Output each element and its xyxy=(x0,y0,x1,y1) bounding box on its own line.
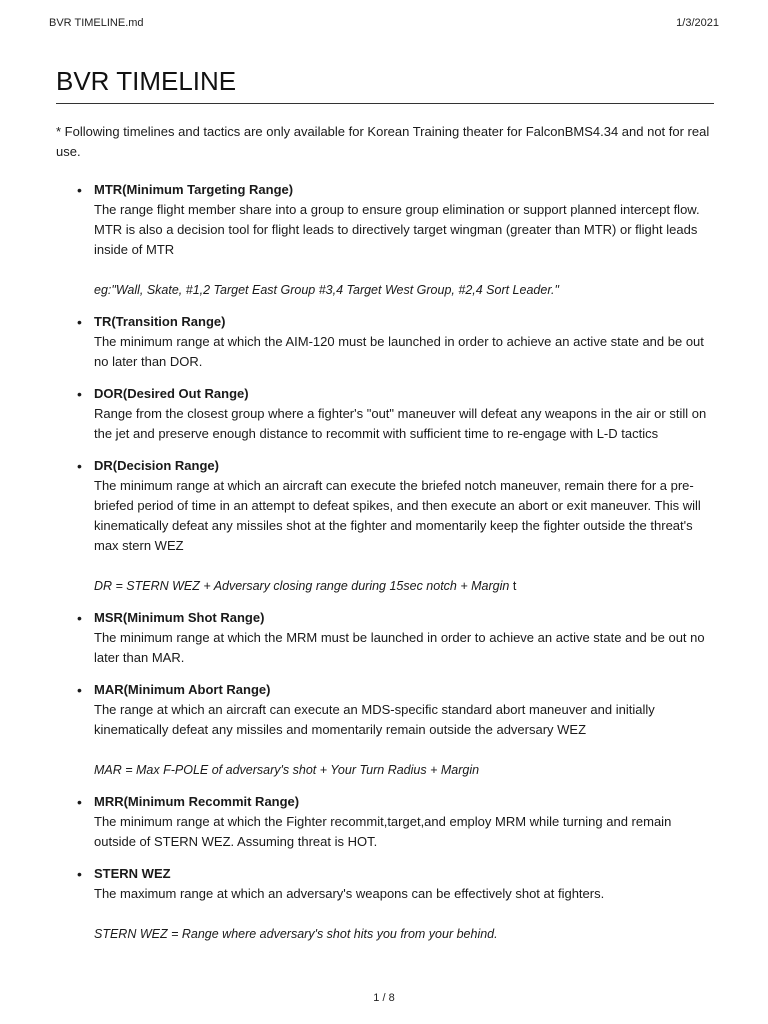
term-description: The minimum range at which the Fighter recommit,target,and employ MRM while turning and remain outside of STERN WEZ. Assuming threat is HOT. xyxy=(94,814,672,849)
list-item xyxy=(56,864,714,944)
term-label: MRR(Minimum Recommit Range) xyxy=(94,794,300,809)
list-item xyxy=(56,608,714,668)
term-label: TR(Transition Range) xyxy=(94,314,226,329)
definition-list xyxy=(56,180,714,944)
print-header xyxy=(49,17,719,29)
term-formula xyxy=(94,924,714,944)
document-body xyxy=(56,66,714,956)
bullet-icon: • xyxy=(77,182,82,198)
bullet-icon: • xyxy=(77,386,82,402)
term-label: DR(Decision Range) xyxy=(94,458,219,473)
term-description: The maximum range at which an adversary's weapons can be effectively shot at fighters. xyxy=(94,886,605,901)
page-title: BVR TIMELINE xyxy=(56,66,714,104)
formula-tail: t xyxy=(509,579,517,593)
formula-text: DR = STERN WEZ + Adversary closing range during 15sec notch + Margin xyxy=(94,579,510,593)
bullet-icon: • xyxy=(77,610,82,626)
list-item xyxy=(56,792,714,852)
term-description: The range at which an aircraft can execute an MDS-specific standard abort maneuver and initially kinematically defeat any missiles and momentarily remain outside the adversary WEZ xyxy=(94,702,655,737)
list-item xyxy=(56,456,714,596)
term-description: The minimum range at which an aircraft can execute the briefed notch maneuver, remain there for a pre-briefed period of time in an attempt to defeat spikes, and then execute an abort or exit maneuver. This will kinematically defeat any missiles shot at the fighter and momentarily keep the fighter outside the threat's max stern WEZ xyxy=(94,478,701,553)
bullet-icon: • xyxy=(77,314,82,330)
list-item xyxy=(56,180,714,300)
formula-text: STERN WEZ = Range where adversary's shot hits you from your behind. xyxy=(94,927,498,941)
bullet-icon: • xyxy=(77,794,82,810)
list-item xyxy=(56,384,714,444)
term-description: The range flight member share into a group to ensure group elimination or support planned intercept flow. MTR is also a decision tool for flight leads to directively target wingman (greater than MTR) or flight leads inside of MTR xyxy=(94,202,700,257)
term-label: MAR(Minimum Abort Range) xyxy=(94,682,271,697)
term-label: STERN WEZ xyxy=(94,866,171,881)
term-formula xyxy=(94,760,714,780)
header-filename: BVR TIMELINE.md xyxy=(49,17,144,29)
term-label: DOR(Desired Out Range) xyxy=(94,386,249,401)
term-description: The minimum range at which the MRM must be launched in order to achieve an active state and be out no later than MAR. xyxy=(94,630,705,665)
list-item xyxy=(56,312,714,372)
intro-paragraph: * Following timelines and tactics are only available for Korean Training theater for FalconBMS4.34 and not for real use. xyxy=(56,124,710,159)
bullet-icon: • xyxy=(77,682,82,698)
formula-text: eg:"Wall, Skate, #1,2 Target East Group #3,4 Target West Group, #2,4 Sort Leader." xyxy=(94,283,559,297)
formula-text: MAR = Max F-POLE of adversary's shot + Your Turn Radius + Margin xyxy=(94,763,480,777)
term-description: Range from the closest group where a fighter's "out" maneuver will defeat any weapons in the air or still on the jet and preserve enough distance to recommit with sufficient time to re-engage with L-D tactics xyxy=(94,406,707,441)
term-description: The minimum range at which the AIM-120 must be launched in order to achieve an active state and be out no later than DOR. xyxy=(94,334,704,369)
term-formula xyxy=(94,576,714,596)
bullet-icon: • xyxy=(77,866,82,882)
list-item xyxy=(56,680,714,780)
bullet-icon: • xyxy=(77,458,82,474)
term-label: MSR(Minimum Shot Range) xyxy=(94,610,265,625)
term-label: MTR(Minimum Targeting Range) xyxy=(94,182,294,197)
page-number: 1 / 8 xyxy=(373,992,395,1004)
term-formula xyxy=(94,280,714,300)
header-date: 1/3/2021 xyxy=(676,17,719,29)
